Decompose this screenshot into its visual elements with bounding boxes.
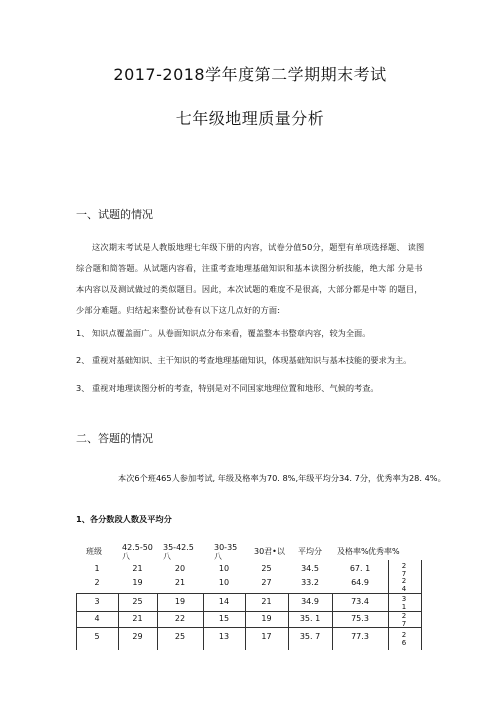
table-cell: 14 bbox=[218, 597, 230, 606]
table-cell: 10 bbox=[218, 564, 230, 573]
table-cell: 33.2 bbox=[301, 578, 319, 587]
section-heading-questions: 一、试题的情况 bbox=[76, 208, 153, 221]
table-header-range-1: 42.5-50 八 bbox=[122, 543, 153, 561]
table-header-range-2: 35-42.5 八 bbox=[163, 543, 194, 561]
table-cell: 21 bbox=[132, 564, 143, 573]
table-cell: 22 bbox=[174, 614, 186, 623]
document-title: 2017-2018学年度第二学期期末考试 bbox=[113, 65, 387, 84]
table-border bbox=[421, 560, 422, 650]
table-cell: 20 bbox=[174, 564, 186, 573]
table-border bbox=[76, 593, 421, 594]
table-cell: 67. 1 bbox=[349, 564, 371, 573]
table-cell: 19 bbox=[261, 614, 272, 623]
table-cell: 19 bbox=[174, 597, 186, 606]
table-border bbox=[76, 611, 421, 612]
table-cell: 75.3 bbox=[351, 614, 369, 623]
table-cell: 25 bbox=[132, 597, 143, 606]
table-cell: 2 7 bbox=[401, 612, 407, 628]
table-cell: 77.3 bbox=[351, 632, 369, 641]
table-header-pass-rate: 及格率% bbox=[337, 547, 369, 556]
table-cell: 27 bbox=[261, 578, 272, 587]
table-cell: 35. 1 bbox=[299, 614, 321, 623]
table-cell: 4 bbox=[94, 614, 100, 623]
table-header-class: 班级 bbox=[86, 547, 102, 556]
table-cell: 17 bbox=[261, 632, 272, 641]
table-cell: 2 7 bbox=[401, 562, 407, 578]
table-cell: 3 1 bbox=[401, 595, 407, 611]
table-cell: 34.5 bbox=[301, 564, 319, 573]
table-header-excellent-rate: 优秀率% bbox=[368, 547, 400, 556]
table-border bbox=[388, 560, 389, 650]
table-cell: 34.9 bbox=[301, 597, 319, 606]
table-cell: 15 bbox=[218, 614, 230, 623]
point-1: 1、 知识点覆盖面广。从卷面知识点分布来看，覆盖整本书整章内容，较为全面。 bbox=[76, 328, 371, 338]
section-paragraph: 这次期末考试是人教版地理七年级下册的内容，试卷分值50分，题型有单项选择题、 读图综合题和简答题。从试题内容看，注重考查地理基础知识和基本读图分析技能，绝大部 分是书本内容以及测试做过的类似题目。因此，本次试题的难度不是很高，大部分都是中等 的题目，少部分难题。归结起来整份试卷有以下这几点好的方面: bbox=[76, 242, 425, 315]
table-cell: 10 bbox=[218, 578, 230, 587]
table-cell: 29 bbox=[132, 632, 143, 641]
table-cell: 2 6 bbox=[401, 631, 407, 647]
table-header-range-4: 30君•以 bbox=[254, 547, 285, 556]
exam-summary: 本次6个班465人参加考试, 年级及格率为70. 8%,年级平均分34. 7分，优秀率为28. 4%。 bbox=[118, 473, 446, 483]
section-heading-answers: 二、答题的情况 bbox=[76, 432, 153, 445]
table-border bbox=[76, 627, 421, 628]
table-cell: 21 bbox=[174, 578, 186, 587]
table-cell: 25 bbox=[261, 564, 272, 573]
table-cell: 3 bbox=[94, 597, 100, 606]
point-3: 3、 重视对地理读图分析的考查，特别是对不同国家地理位置和地形、气候的考查。 bbox=[76, 383, 379, 393]
table-caption: 1、各分数段人数及平均分 bbox=[76, 514, 172, 524]
table-cell: 19 bbox=[132, 578, 143, 587]
table-cell: 21 bbox=[132, 614, 143, 623]
table-cell: 73.4 bbox=[351, 597, 369, 606]
table-header-average: 平均分 bbox=[298, 547, 322, 556]
table-cell: 5 bbox=[94, 632, 100, 641]
table-cell: 13 bbox=[218, 632, 230, 641]
table-cell: 2 bbox=[94, 578, 100, 587]
table-cell: 1 bbox=[94, 564, 100, 573]
point-2: 2、 重视对基础知识、主干知识的考查地理基础知识，体现基础知识与基本技能的要求为主。 bbox=[76, 355, 412, 365]
table-cell: 2 4 bbox=[401, 577, 407, 593]
table-cell: 25 bbox=[174, 632, 186, 641]
table-cell: 35. 7 bbox=[299, 632, 321, 641]
table-cell: 64.9 bbox=[351, 578, 369, 587]
table-cell: 21 bbox=[261, 597, 272, 606]
table-header-range-3: 30-35 八 bbox=[214, 543, 238, 561]
document-subtitle: 七年级地理质量分析 bbox=[175, 109, 325, 128]
